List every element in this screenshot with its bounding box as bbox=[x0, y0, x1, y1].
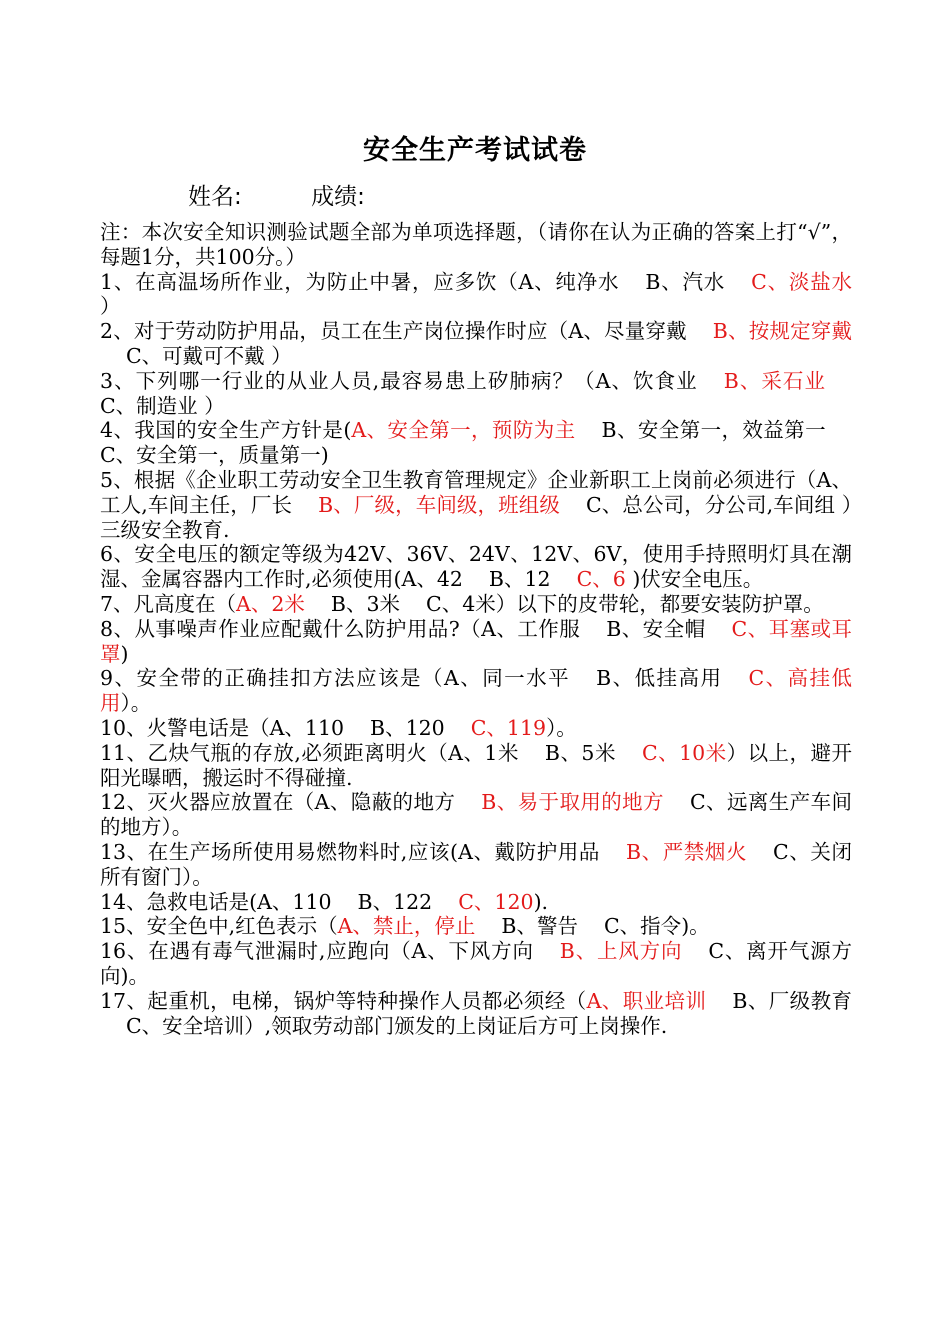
option-a: A、禁止，停止 bbox=[337, 914, 476, 939]
question-text: 1、在高温场所作业，为防止中暑，应多饮（ bbox=[100, 269, 519, 294]
question-text: 11、乙炔气瓶的存放,必须距离明火（ bbox=[100, 740, 449, 765]
question-item bbox=[100, 617, 852, 667]
option-c: C、119 bbox=[470, 715, 547, 740]
question-item bbox=[100, 914, 852, 939]
question-tail: )伏安全电压。 bbox=[625, 567, 764, 592]
question-list bbox=[100, 220, 852, 1038]
question-text: 10、火警电话是（ bbox=[100, 715, 270, 740]
option-b: B、汽水 bbox=[645, 269, 726, 294]
option-a: A、110 bbox=[269, 715, 345, 740]
option-c: C、总公司，分公司,车间组 bbox=[585, 492, 836, 517]
instruction-note: 注：本次安全知识测验试题全部为单项选择题，（请你在认为正确的答案上打“√”，每题1分，共100分。） bbox=[100, 220, 852, 269]
question-tail: ）三级安全教育. bbox=[100, 492, 852, 542]
question-text: 9、安全带的正确挂扣方法应该是（ bbox=[100, 666, 444, 691]
option-a: A、隐蔽的地方 bbox=[314, 790, 456, 815]
question-text: 8、从事噪声作业应配戴什么防护用品?（ bbox=[100, 616, 482, 641]
score-label: 成绩: bbox=[311, 184, 365, 210]
name-label: 姓名: bbox=[188, 184, 242, 210]
question-text: 15、安全色中,红色表示（ bbox=[100, 914, 338, 939]
question-text: 17、起重机，电梯，锅炉等特种操作人员都必须经（ bbox=[100, 988, 587, 1013]
option-b: B、严禁烟火 bbox=[625, 839, 748, 864]
option-c: C、安全培训 bbox=[126, 1013, 245, 1038]
question-item bbox=[100, 790, 852, 840]
option-c: C、4米 bbox=[426, 591, 496, 616]
option-c: C、耳塞或耳罩 bbox=[100, 616, 852, 666]
question-tail: ） bbox=[264, 343, 292, 368]
question-text: 5、根据《企业职工劳动安全卫生教育管理规定》企业新职工上岗前必须进行（ bbox=[100, 467, 817, 492]
option-b: B、上风方向 bbox=[559, 939, 683, 964]
question-item bbox=[100, 989, 852, 1039]
option-a: A、同一水平 bbox=[443, 666, 571, 691]
option-a: A、下风方向 bbox=[411, 939, 534, 964]
option-a: A、戴防护用品 bbox=[458, 839, 600, 864]
question-tail: ). bbox=[533, 889, 549, 914]
option-c: C、6 bbox=[576, 567, 626, 592]
option-c: C、高挂低用 bbox=[100, 666, 852, 716]
question-text: 13、在生产场所使用易燃物料时,应该( bbox=[100, 839, 459, 864]
option-a: A、工人,车间主任，厂长 bbox=[100, 467, 852, 517]
option-c: C、10米 bbox=[641, 740, 727, 765]
question-text: 6、安全电压的额定等级为42V、36V、24V、12V、6V，使用手持照明灯具在潮湿、金属容器内工作时,必须使用( bbox=[100, 542, 852, 592]
option-a: A、纯净水 bbox=[518, 269, 620, 294]
questions-container bbox=[100, 270, 852, 1039]
option-c: C、安全第一，质量第一 bbox=[100, 443, 321, 468]
option-b: B、安全帽 bbox=[606, 616, 706, 641]
option-b: B、3米 bbox=[330, 591, 401, 616]
option-b: B、低挂高用 bbox=[596, 666, 723, 691]
option-a: A、尽量穿戴 bbox=[568, 319, 687, 344]
question-text: 7、凡高度在（ bbox=[100, 591, 237, 616]
option-b: B、122 bbox=[357, 889, 433, 914]
option-c: C、120 bbox=[458, 889, 534, 914]
question-item bbox=[100, 418, 852, 468]
question-tail: ） bbox=[197, 393, 225, 418]
question-item bbox=[100, 319, 852, 369]
question-text: 3、下列哪一行业的从业人员,最容易患上矽肺病？（ bbox=[100, 368, 596, 393]
question-text: 16、在遇有毒气泄漏时,应跑向（ bbox=[100, 939, 412, 964]
question-tail: )。 bbox=[120, 963, 149, 988]
option-b: B、12 bbox=[488, 567, 551, 592]
option-b: B、按规定穿戴 bbox=[712, 319, 852, 344]
question-text: 14、急救电话是( bbox=[100, 889, 258, 914]
option-a: A、42 bbox=[401, 567, 463, 592]
option-c: C、远离生产车间的地方 bbox=[100, 790, 852, 840]
option-a: A、工作服 bbox=[481, 616, 581, 641]
question-item bbox=[100, 542, 852, 592]
option-a: A、1米 bbox=[448, 740, 519, 765]
question-tail: ) bbox=[320, 443, 329, 468]
option-b: B、易于取用的地方 bbox=[481, 790, 664, 815]
question-item bbox=[100, 369, 852, 419]
question-item bbox=[100, 468, 852, 542]
option-c: C、离开气源方向 bbox=[100, 939, 852, 988]
question-text: 4、我国的安全生产方针是( bbox=[100, 418, 352, 443]
option-b: B、厂级，车间级，班组级 bbox=[318, 492, 560, 517]
question-tail: ）。 bbox=[182, 864, 213, 889]
question-item bbox=[100, 890, 852, 915]
option-b: B、120 bbox=[370, 715, 445, 740]
option-b: B、安全第一，效益第一 bbox=[601, 418, 826, 443]
option-c: C、淡盐水 bbox=[751, 269, 852, 294]
option-c: C、制造业 bbox=[100, 393, 198, 418]
option-c: C、可戴可不戴 bbox=[126, 343, 265, 368]
question-item bbox=[100, 716, 852, 741]
option-a: A、饮食业 bbox=[595, 368, 698, 393]
option-b: B、警告 bbox=[501, 914, 578, 939]
option-b: B、采石业 bbox=[723, 368, 826, 393]
question-item bbox=[100, 939, 852, 989]
option-c: C、指令 bbox=[604, 914, 682, 939]
question-tail: ）,领取劳动部门颁发的上岗证后方可上岗操作. bbox=[244, 1013, 668, 1038]
question-tail: ）。 bbox=[161, 815, 193, 840]
question-item bbox=[100, 840, 852, 890]
question-tail: ）。 bbox=[546, 715, 577, 740]
question-tail: ）以下的皮带轮，都要安装防护罩。 bbox=[495, 591, 824, 616]
question-item bbox=[100, 592, 852, 617]
question-tail: )。 bbox=[681, 914, 710, 939]
option-b: B、5米 bbox=[544, 740, 616, 765]
question-item bbox=[100, 666, 852, 716]
option-a: A、职业培训 bbox=[586, 988, 707, 1013]
option-a: A、安全第一，预防为主 bbox=[351, 418, 576, 443]
exam-fields bbox=[188, 178, 365, 211]
question-tail: ）。 bbox=[120, 691, 152, 716]
question-item bbox=[100, 741, 852, 791]
question-item bbox=[100, 270, 852, 320]
question-tail: ) bbox=[120, 641, 129, 666]
question-tail: ）以上，避开阳光曝晒，搬运时不得碰撞. bbox=[100, 740, 852, 790]
question-tail: ） bbox=[100, 294, 121, 319]
option-a: A、110 bbox=[257, 889, 332, 914]
question-text: 12、灭火器应放置在（ bbox=[100, 790, 315, 815]
question-text: 2、对于劳动防护用品，员工在生产岗位操作时应（ bbox=[100, 319, 569, 344]
option-a: A、2米 bbox=[236, 591, 305, 616]
option-b: B、厂级教育 bbox=[732, 988, 852, 1013]
option-c: C、关闭所有窗门 bbox=[100, 839, 852, 889]
page-title: 安全生产考试试卷 bbox=[363, 135, 587, 166]
